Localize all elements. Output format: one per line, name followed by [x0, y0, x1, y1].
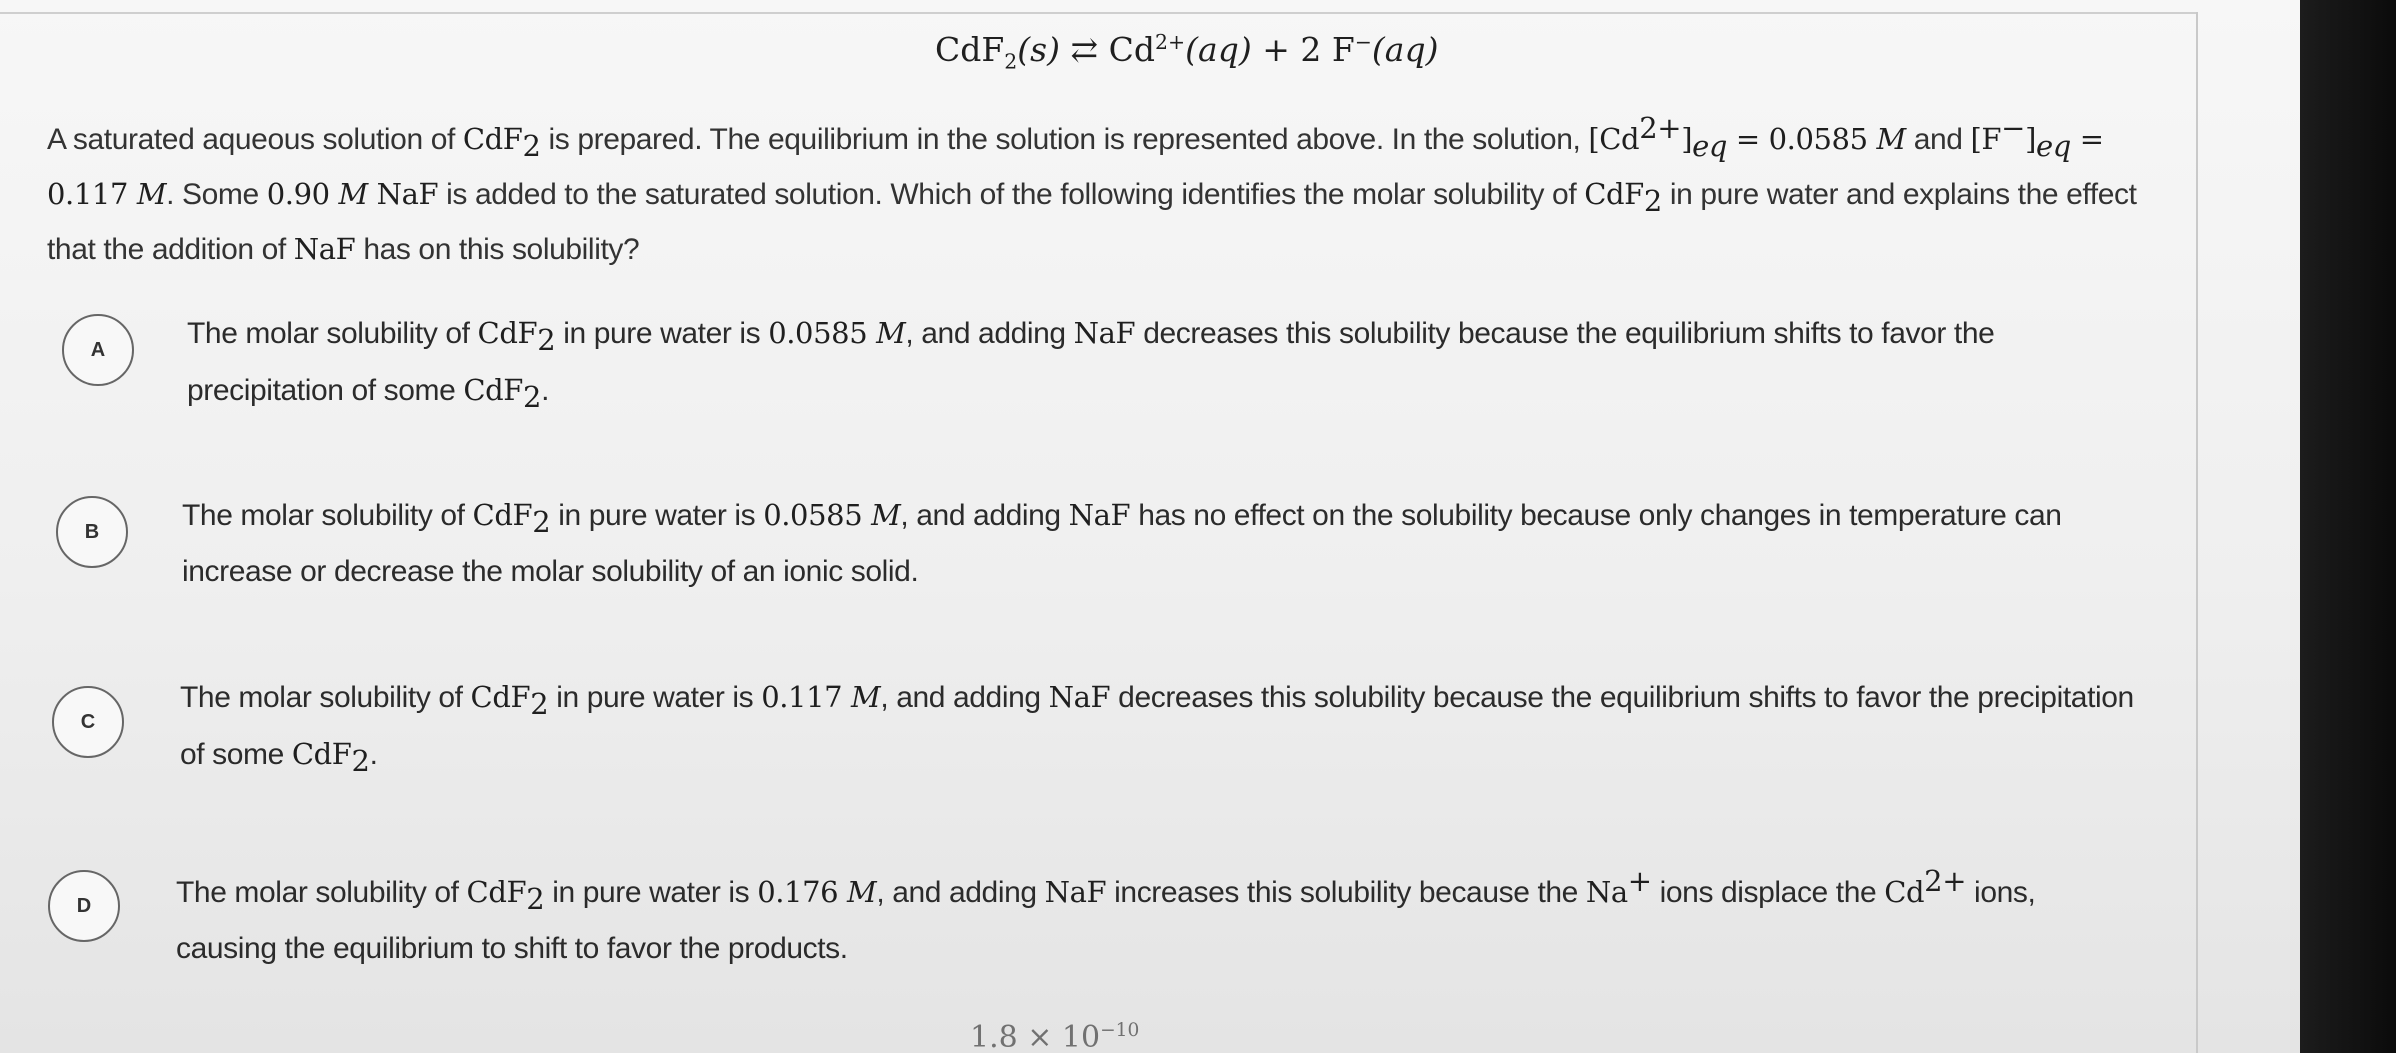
- equilibrium-equation: CdF$_2$(s) ⇄ $Cd^{2+}(aq) + 2$ F−(aq): [935, 30, 1439, 74]
- option-a-text: The molar solubility of CdF$_2$ in pure water is 0.0585 M, and adding NaF decreases this solubility because the equilibrium shifts to favor the precipitation of some CdF$_2$.: [187, 316, 1995, 414]
- option-b-text: The molar solubility of CdF$_2$ in pure water is 0.0585 M, and adding NaF has no effect on the solubility because only changes in temperature can increase or decrease the molar solubility of an ionic solid.: [182, 498, 2062, 588]
- option-c-bubble[interactable]: C: [52, 686, 124, 758]
- answer-option-c[interactable]: [0, 666, 2190, 786]
- question-stem: A saturated aqueous solution of CdF$_2$ is prepared. The equilibrium in the solution is represented above. In the solution, $[Cd^{2+}]_{eq} = 0.0585$ M and $[F^-]_{eq} = 0.117$ M. Some 0.90 M NaF is added to the saturated solution. Which of the following identifies the molar solubility of CdF$_2$ in pure water and explains the effect that the addition of NaF has on this solubility?: [47, 111, 2137, 266]
- next-equation-partial: $1.8 \times 10^{-10}$: [970, 1020, 1140, 1053]
- option-d-text: The molar solubility of CdF$_2$ in pure water is 0.176 M, and adding NaF increases this solubility because the Na+ ions displace the $Cd^{2+}$ ions, causing the equilibrium to shift to favor the products.: [176, 864, 2036, 965]
- option-a-bubble[interactable]: A: [62, 314, 134, 386]
- option-b-bubble[interactable]: B: [56, 496, 128, 568]
- top-border: [0, 12, 2198, 14]
- answer-option-a[interactable]: [0, 300, 2190, 420]
- answer-option-d[interactable]: [0, 850, 2190, 970]
- right-border: [2196, 12, 2198, 1053]
- option-d-bubble[interactable]: D: [48, 870, 120, 942]
- answer-option-b[interactable]: [0, 484, 2190, 604]
- equilibrium-arrow-icon: ⇄: [1070, 30, 1099, 69]
- monitor-bezel: [2300, 0, 2396, 1053]
- option-c-text: The molar solubility of CdF$_2$ in pure water is 0.117 M, and adding NaF decreases this solubility because the equilibrium shifts to favor the precipitation of some CdF$_2$.: [180, 680, 2134, 778]
